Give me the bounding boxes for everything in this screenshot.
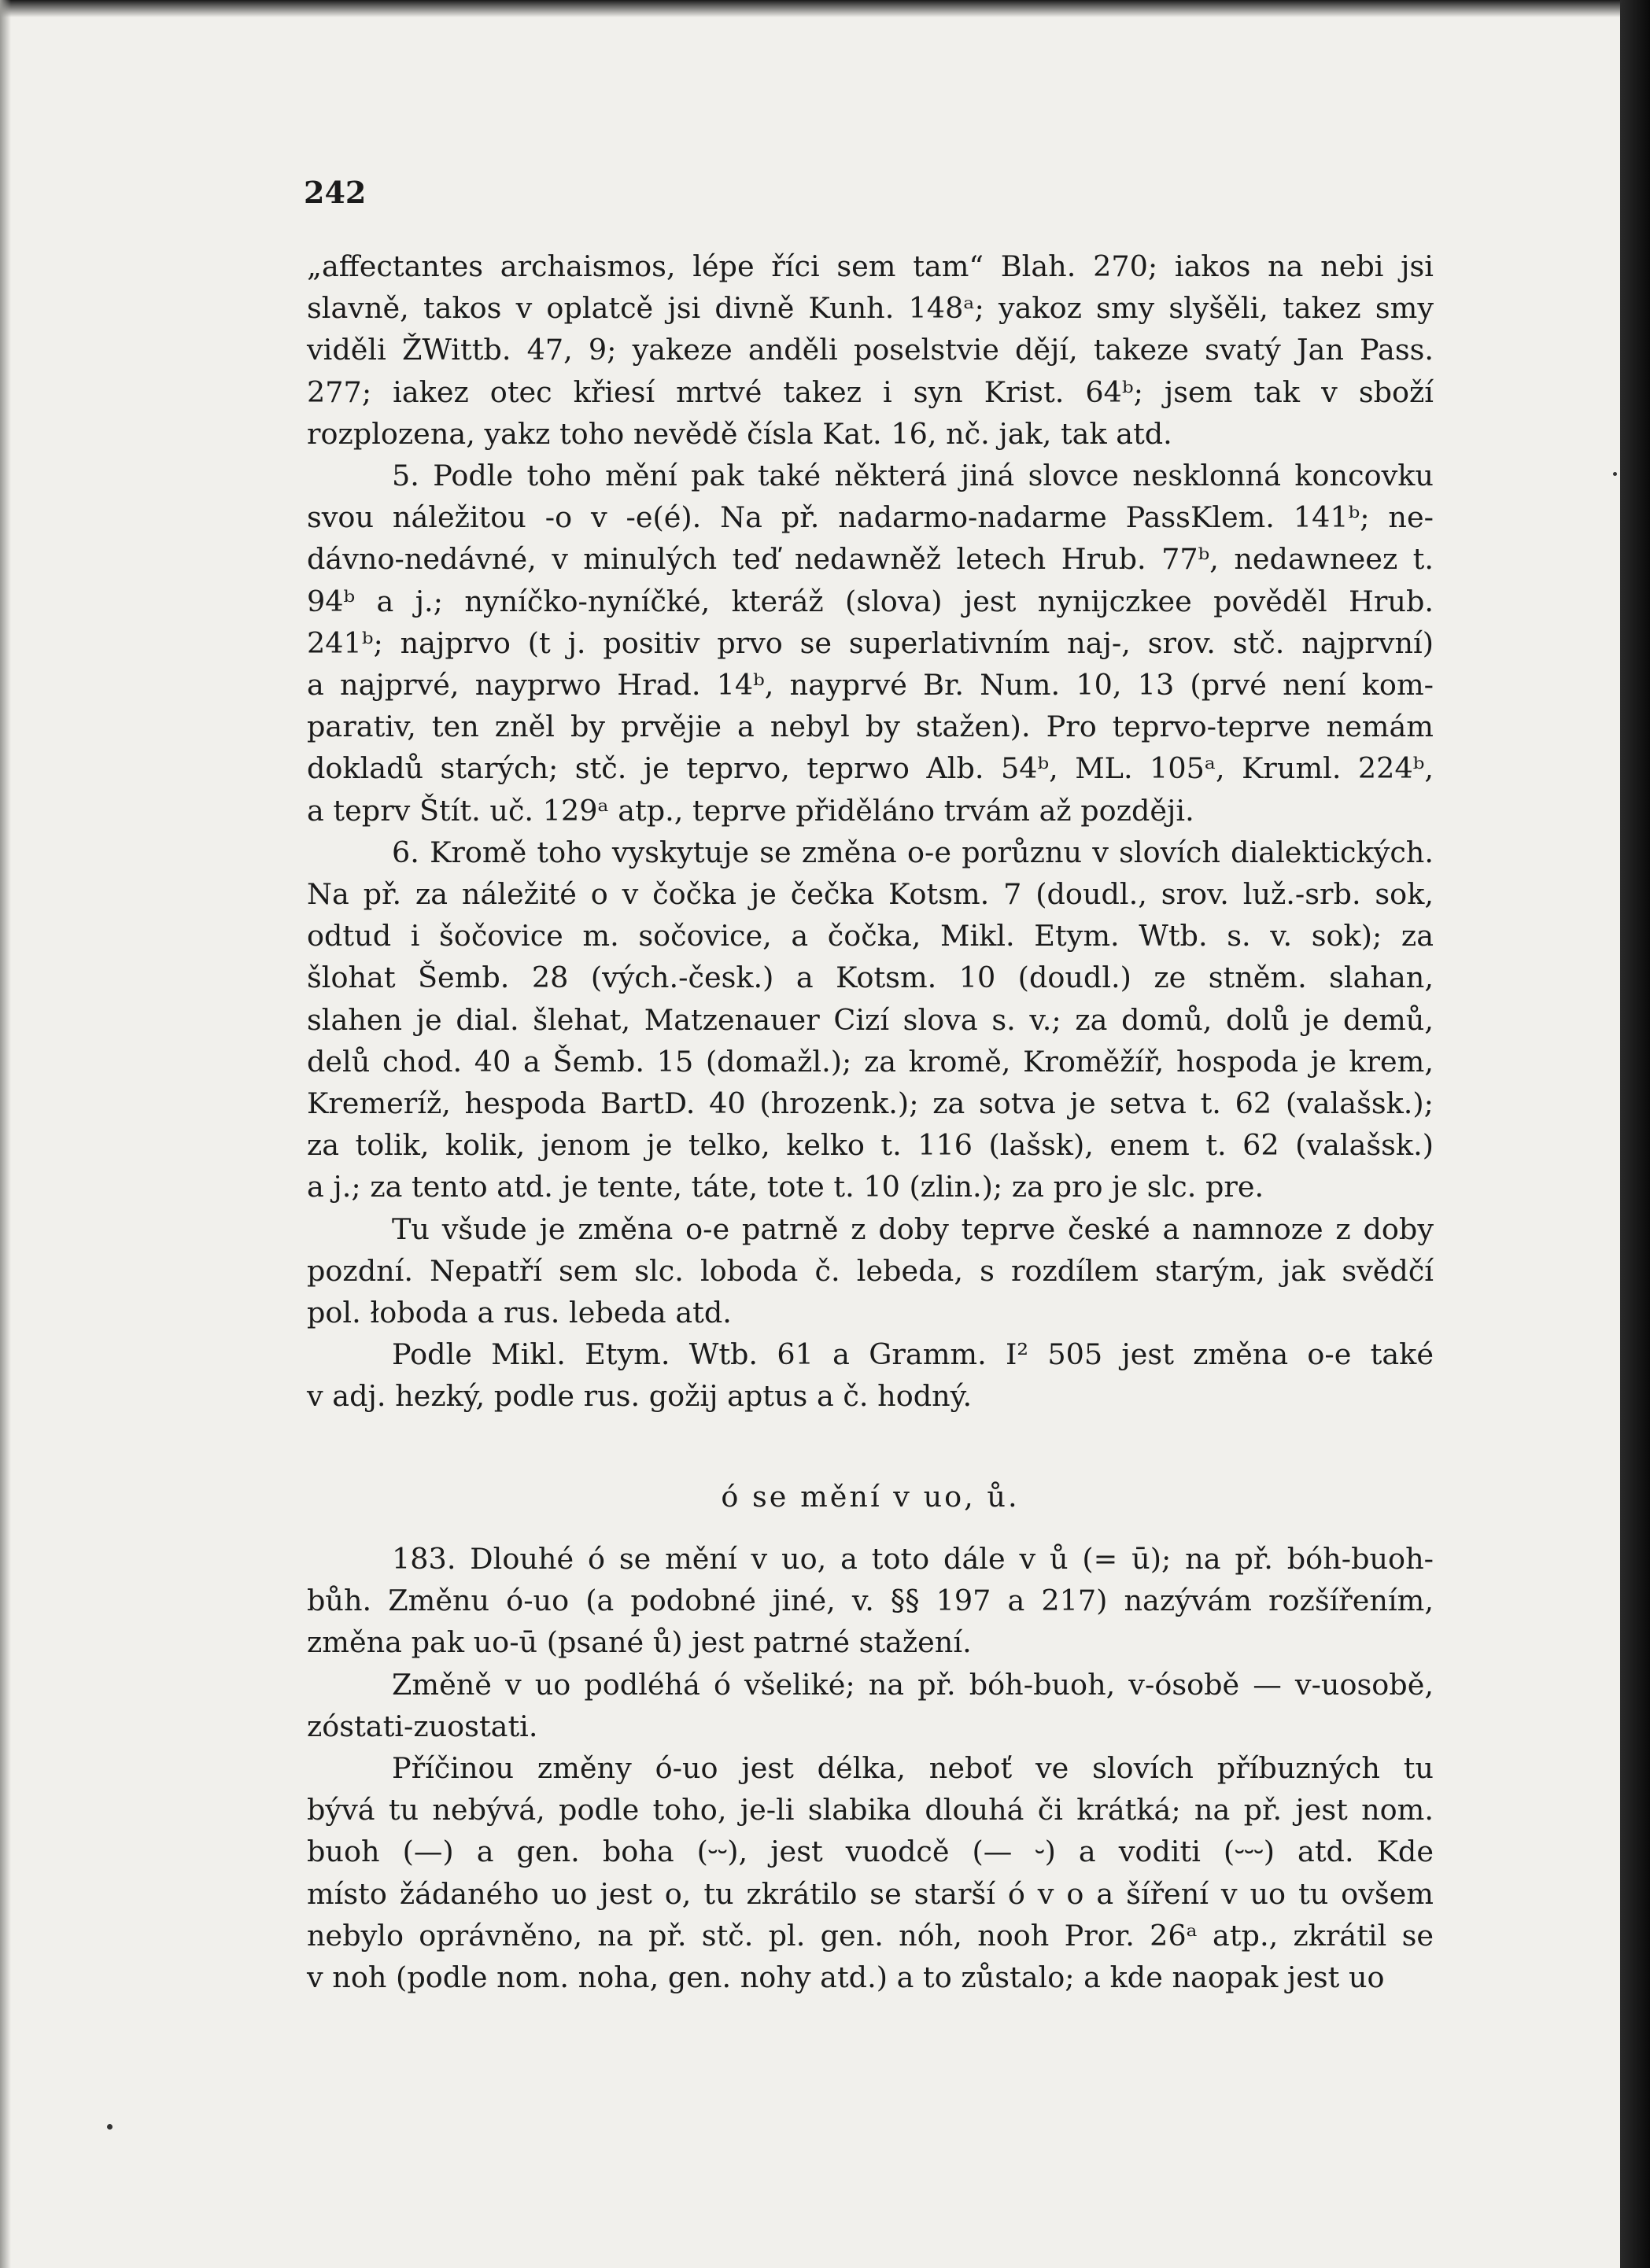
text-line: 94ᵇ a j.; nyníčko-nyníčké, kteráž (slova) jest nynijczkee pověděl Hrub. [307,584,1434,618]
text-line: v adj. hezký, podle rus. gožij aptus a č. hodný. [307,1379,973,1414]
paragraph-p2 [307,455,1434,832]
text-line: delů chod. 40 a Šemb. 15 (domažl.); za kromě, Kroměžíř, hospoda je krem, [307,1044,1434,1079]
text-line: dávno-nedávné, v minulých teď nedawněž letech Hrub. 77ᵇ, nedawneez t. [307,542,1434,577]
text-line: „affectantes archaismos, lépe říci sem tam“ Blah. 270; iakos na nebi jsi [307,249,1434,283]
scan-speck [107,2124,113,2130]
text-line: 241ᵇ; najprvo (t j. positiv prvo se superlativním naj-, srov. stč. najprvní) [307,625,1434,660]
paragraph-s1 [307,1538,1434,1664]
text-line: za tolik, kolik, jenom je telko, kelko t. 116 (lašsk), enem t. 62 (valašsk.) [307,1128,1434,1163]
scan-edge-top [0,0,1650,17]
text-line: slavně, takos v oplatcě jsi divně Kunh. 148ᵃ; yakoz smy slyšěli, takez smy [307,291,1434,326]
text-line: Příčinou změny ó-uo jest délka, neboť ve slovích příbuzných tu [392,1750,1434,1785]
scan-edge-right [1620,0,1650,2268]
body-text [307,245,1434,1998]
text-line: a najprvé, nayprwo Hrad. 14ᵇ, nayprvé Br. Num. 10, 13 (prvé není kom- [307,668,1434,703]
scan-edge-left [0,0,11,2268]
text-line: pozdní. Nepatří sem slc. loboda č. lebeda, s rozdílem starým, jak svědčí [307,1253,1434,1288]
text-line: Podle Mikl. Etym. Wtb. 61 a Gramm. I² 505 jest změna o-e také [392,1337,1434,1372]
paragraph-s2 [307,1664,1434,1747]
text-line: místo žádaného uo jest o, tu zkrátilo se starší ó v o a šíření v uo tu ovšem [307,1876,1434,1911]
text-line: Kremeríž, hespoda BartD. 40 (hrozenk.); za sotva je setva t. 62 (valašsk.); [307,1086,1434,1121]
paragraph-p5 [307,1333,1434,1417]
text-line: bůh. Změnu ó-uo (a podobné jiné, v. §§ 197 a 217) nazývám rozšířením, [307,1584,1434,1618]
paragraph-s3 [307,1747,1434,1998]
text-line: buoh (—) a gen. boha (⏑⏑), jest vuodcě (— ⏑) a voditi (⏑⏑⏑) atd. Kde [307,1835,1434,1869]
paragraph-p1 [307,245,1434,455]
text-line: Tu všude je změna o-e patrně z doby teprve české a namnoze z doby [392,1211,1434,1246]
section-heading: ó se mění v uo, ů. [721,1479,1020,1514]
text-line: slahen je dial. šlehat, Matzenauer Cizí slova s. v.; za domů, dolů je demů, [307,1002,1434,1037]
section-paragraphs [307,1538,1434,1998]
text-line: viděli ŽWittb. 47, 9; yakeze anděli poselstvie dějí, takeze svatý Jan Pass. [307,333,1434,367]
text-line: zóstati-zuostati. [307,1709,538,1743]
text-line: 277; iakez otec křiesí mrtvé takez i syn Krist. 64ᵇ; jsem tak v sboží [307,374,1434,409]
text-line: dokladů starých; stč. je teprvo, teprwo Alb. 54ᵇ, ML. 105ᵃ, Kruml. 224ᵇ, [307,751,1434,786]
paragraph-p3 [307,832,1434,1208]
text-line: 6. Kromě toho vyskytuje se změna o-e porůznu v slovích dialektických. [392,835,1434,869]
text-line: parativ, ten zněl by prvějie a nebyl by stažen). Pro teprvo-teprve nemám [307,710,1434,744]
body-paragraphs [307,245,1434,1418]
paragraph-p4 [307,1208,1434,1334]
text-line: Změně v uo podléhá ó všeliké; na př. bóh-buoh, v-ósobě — v-uosobě, [392,1667,1434,1702]
text-line: svou náležitou -o v -e(é). Na př. nadarmo-nadarme PassKlem. 141ᵇ; ne- [307,500,1434,535]
text-line: odtud i šočovice m. sočovice, a čočka, Mikl. Etym. Wtb. s. v. sok); za [307,919,1434,953]
text-line: Na př. za náležité o v čočka je čečka Kotsm. 7 (doudl., srov. luž.-srb. sok, [307,877,1434,912]
text-line: 5. Podle toho mění pak také některá jiná slovce nesklonná koncovku [392,459,1434,493]
text-line: v noh (podle nom. noha, gen. nohy atd.) a to zůstalo; a kde naopak jest uo [307,1960,1385,1994]
text-line: 183. Dlouhé ó se mění v uo, a toto dále v ů (= ū); na př. bóh-buoh- [392,1541,1434,1576]
text-line: rozplozena, yakz toho nevědě čísla Kat. 16, nč. jak, tak atd. [307,416,1172,451]
text-line: šlohat Šemb. 28 (vých.-česk.) a Kotsm. 10 (doudl.) ze stněm. slahan, [307,961,1434,995]
text-line: a j.; za tento atd. je tente, táte, tote t. 10 (zlin.); za pro je slc. pre. [307,1170,1264,1204]
scan-speck [1613,472,1617,476]
text-line: a teprv Štít. uč. 129ᵃ atp., teprve přiděláno trvám až později. [307,793,1194,828]
text-line: změna pak uo-ū (psané ů) jest patrné stažení. [307,1625,972,1660]
page-number: 242 [304,175,367,210]
text-line: pol. łoboda a rus. lebeda atd. [307,1296,732,1330]
text-line: bývá tu nebývá, podle toho, je-li slabika dlouhá či krátká; na př. jest nom. [307,1793,1434,1827]
text-line: nebylo oprávněno, na př. stč. pl. gen. nóh, nooh Pror. 26ᵃ atp., zkrátil se [307,1918,1434,1953]
